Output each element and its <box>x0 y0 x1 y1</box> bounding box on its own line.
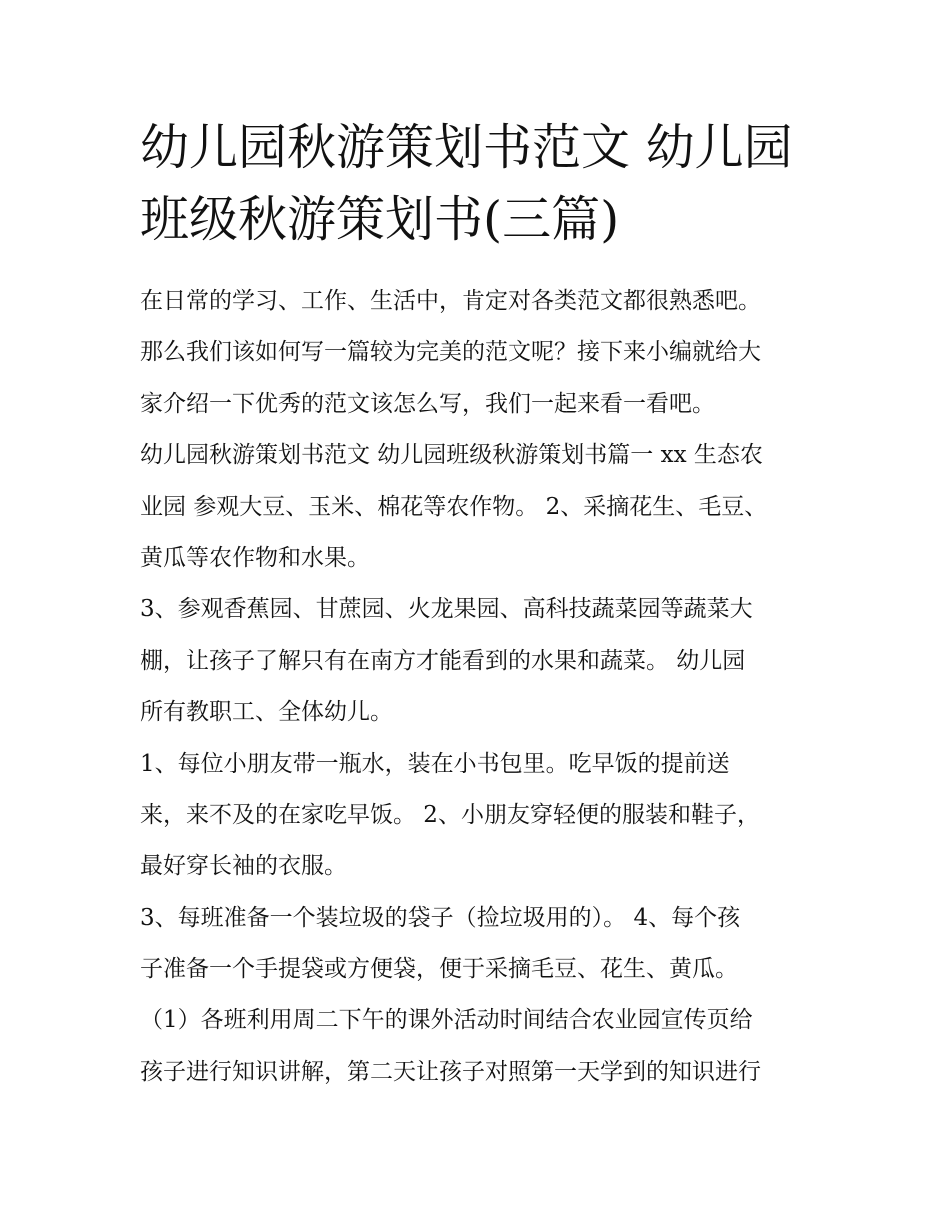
body-line: 最好穿长袖的衣服。 <box>140 853 347 880</box>
document-title <box>140 112 840 256</box>
body-line: 那么我们该如何写一篇较为完美的范文呢？接下来小编就给大 <box>140 339 761 366</box>
body-line: 孩子进行知识讲解，第二天让孩子对照第一天学到的知识进行 <box>140 1058 761 1085</box>
body-line: 黄瓜等农作物和水果。 <box>140 544 370 571</box>
body-line: 来，来不及的在家吃早饭。 2、小朋友穿轻便的服装和鞋子， <box>140 801 760 828</box>
body-line: （1）各班利用周二下午的课外活动时间结合农业园宣传页给 <box>140 1007 753 1034</box>
body-line: 棚，让孩子了解只有在南方才能看到的水果和蔬菜。 幼儿园 <box>140 647 746 674</box>
title-line: 班级秋游策划书(三篇) <box>140 191 620 248</box>
title-line: 幼儿园秋游策划书范文 幼儿园 <box>140 119 793 176</box>
body-line: 3、参观香蕉园、甘蔗园、火龙果园、高科技蔬菜园等蔬菜大 <box>140 596 753 623</box>
body-line: 幼儿园秋游策划书范文 幼儿园班级秋游策划书篇一 xx 生态农 <box>140 442 763 469</box>
body-line: 3、每班准备一个装垃圾的袋子（捡垃圾用的）。 4、每个孩 <box>140 904 741 931</box>
document-body <box>140 276 830 1098</box>
body-line: 子准备一个手提袋或方便袋，便于采摘毛豆、花生、黄瓜。 <box>140 956 738 983</box>
body-line: 1、每位小朋友带一瓶水，装在小书包里。吃早饭的提前送 <box>140 750 730 777</box>
body-line: 所有教职工、全体幼儿。 <box>140 699 393 726</box>
body-line: 家介绍一下优秀的范文该怎么写，我们一起来看一看吧。 <box>140 390 715 417</box>
body-line: 在日常的学习、工作、生活中，肯定对各类范文都很熟悉吧。 <box>140 288 761 314</box>
body-line: 业园 参观大豆、玉米、棉花等农作物。 2、采摘花生、毛豆、 <box>140 493 768 520</box>
